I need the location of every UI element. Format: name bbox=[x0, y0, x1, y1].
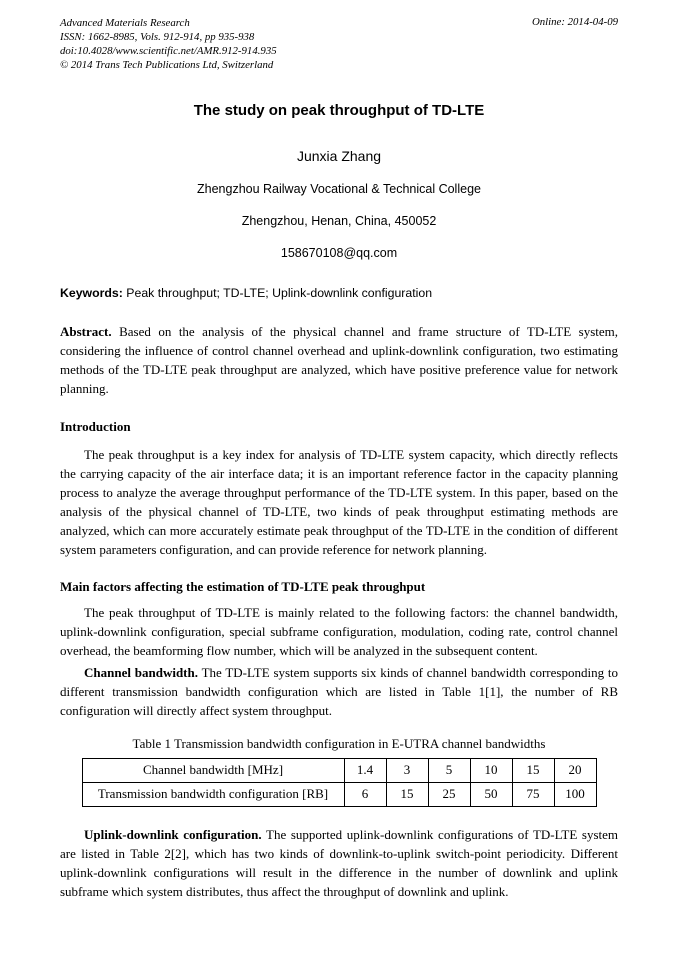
channel-bandwidth-paragraph bbox=[60, 663, 618, 720]
journal-name: Advanced Materials Research bbox=[60, 17, 190, 29]
table-cell: 75 bbox=[512, 782, 554, 806]
online-date: Online: 2014-04-09 bbox=[531, 16, 618, 28]
channel-bandwidth-label: Channel bandwidth. bbox=[84, 664, 198, 680]
main-factors-paragraph: The peak throughput of TD-LTE is mainly related to the following factors: the channel bandwidth, uplink-downlink configuration, special subframe configuration, modulation, coding rate, control channel overhead, the beamforming flow number, which will be analyzed in the subsequent content. bbox=[60, 605, 618, 659]
channel-bandwidth-text: The TD-LTE system supports six kinds of channel bandwidth corresponding to different transmission bandwidth configuration which are listed in Table 1[1], the number of RB configuration will directly affect system throughput. bbox=[60, 664, 618, 718]
affiliation-college: Zhengzhou Railway Vocational & Technical College bbox=[197, 182, 481, 197]
uplink-downlink-paragraph bbox=[60, 825, 618, 901]
table-row-label: Transmission bandwidth configuration [RB] bbox=[82, 782, 344, 806]
table-cell: 3 bbox=[386, 758, 428, 782]
author-name: Junxia Zhang bbox=[296, 148, 382, 165]
introduction-paragraph: The peak throughput is a key index for analysis of TD-LTE system capacity, which directly reflects the carrying capacity of the air interface data; it is an important reference factor in the capacity planning process to analyze the average throughput performance of the TD-LTE system. In this paper, based on the analysis of the physical channel of TD-LTE, two kinds of peak throughput estimating methods are analyzed, which can more accurately estimate peak throughput of the TD-LTE in the condition of different system parameters configuration, and can provide reference for network planning. bbox=[60, 446, 618, 558]
section-heading-main-factors: Main factors affecting the estimation of TD-LTE peak throughput bbox=[60, 579, 426, 595]
paper-title: The study on peak throughput of TD-LTE bbox=[193, 102, 485, 120]
table-cell: 25 bbox=[428, 782, 470, 806]
journal-copyright: © 2014 Trans Tech Publications Ltd, Switzerland bbox=[60, 59, 274, 72]
journal-doi: doi:10.4028/www.scientific.net/AMR.912-914.935 bbox=[60, 45, 277, 58]
table-row-label: Channel bandwidth [MHz] bbox=[82, 758, 344, 782]
journal-info bbox=[60, 16, 277, 72]
keywords-line bbox=[60, 286, 618, 300]
table-cell: 10 bbox=[470, 758, 512, 782]
table-cell: 100 bbox=[554, 782, 596, 806]
uplink-downlink-label: Uplink-downlink configuration. bbox=[84, 826, 262, 842]
page-header bbox=[60, 16, 618, 72]
table-row bbox=[82, 758, 596, 782]
table-row bbox=[82, 782, 596, 806]
abstract-paragraph bbox=[60, 322, 618, 398]
uplink-downlink-text: The supported uplink-downlink configurations of TD-LTE system are listed in Table 2[2], which has two kinds of downlink-to-uplink switch-point periodicity. Different uplink-downlink configurations will result in the difference in the number of downlink and uplink subframe which system distributes, thus affect the throughput of downlink and uplink. bbox=[60, 826, 619, 900]
table-cell: 6 bbox=[344, 782, 386, 806]
table1 bbox=[82, 758, 597, 807]
table-cell: 15 bbox=[386, 782, 428, 806]
abstract-text: Based on the analysis of the physical channel and frame structure of TD-LTE system, considering the influence of control channel overhead and uplink-downlink configuration, two estimating methods of the TD-LTE peak throughput are analyzed, which have positive preference value for network planning. bbox=[60, 324, 618, 397]
affiliation-city: Zhengzhou, Henan, China, 450052 bbox=[241, 214, 437, 229]
table-cell: 1.4 bbox=[344, 758, 386, 782]
keywords-text: Peak throughput; TD-LTE; Uplink-downlink configuration bbox=[122, 286, 433, 301]
table-cell: 20 bbox=[554, 758, 596, 782]
table1-caption: Table 1 Transmission bandwidth configuration in E-UTRA channel bandwidths bbox=[132, 735, 546, 751]
table-cell: 50 bbox=[470, 782, 512, 806]
keywords-label: Keywords: bbox=[60, 286, 123, 301]
author-email: 158670108@qq.com bbox=[280, 246, 398, 261]
abstract-label: Abstract. bbox=[60, 324, 112, 340]
section-heading-introduction: Introduction bbox=[60, 418, 131, 434]
journal-issn: ISSN: 1662-8985, Vols. 912-914, pp 935-938 bbox=[60, 31, 255, 44]
table-cell: 5 bbox=[428, 758, 470, 782]
table-cell: 15 bbox=[512, 758, 554, 782]
